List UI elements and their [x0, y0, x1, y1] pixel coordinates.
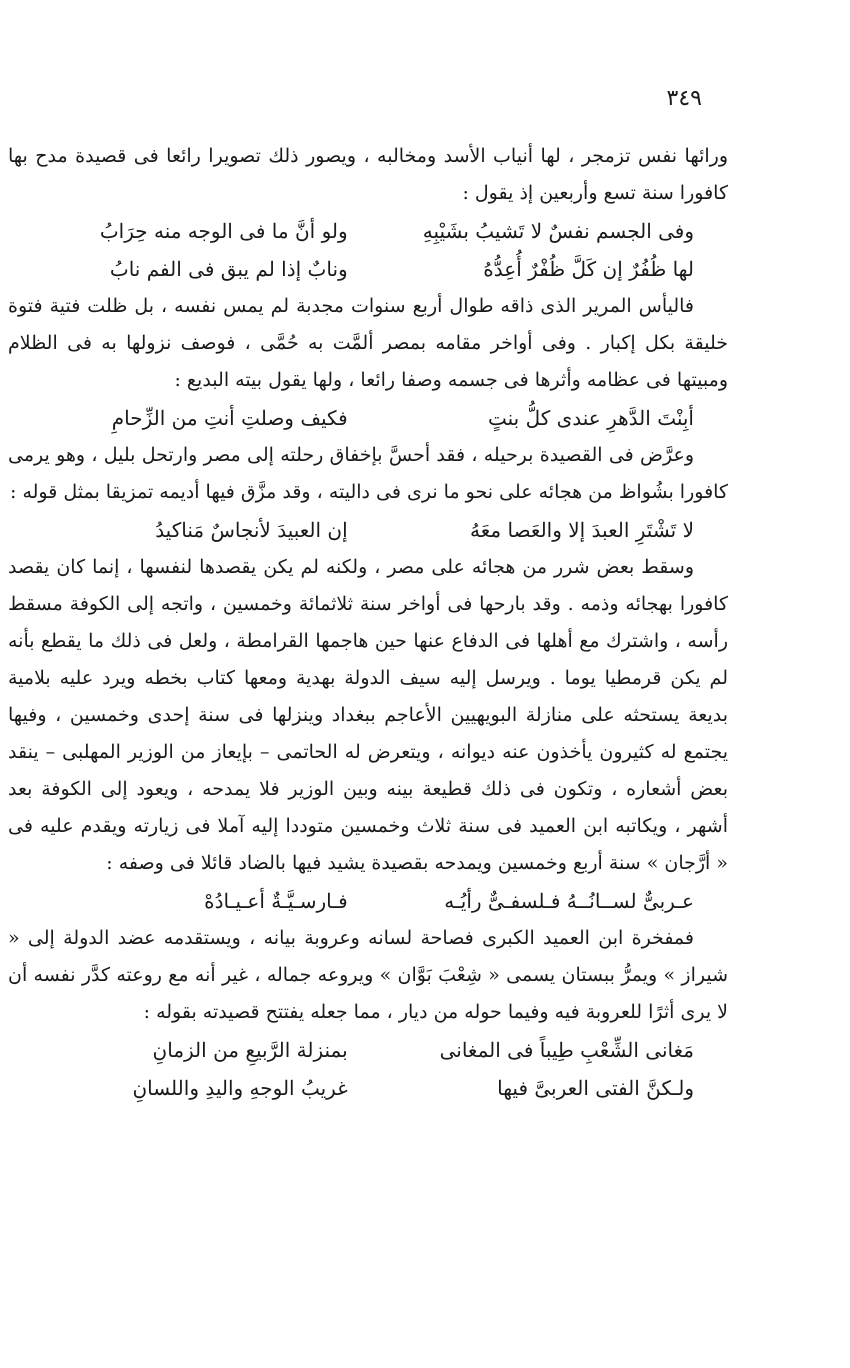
verse-first-hemistich: أبِنْتَ الدَّهرِ عندى كلُّ بنتٍ — [488, 406, 694, 430]
verse-second-hemistich: بمنزلة الرَّبيعِ من الزمانِ — [152, 1038, 348, 1062]
paragraph: فمفخرة ابن العميد الكبرى فصاحة لسانه وعروبة بيانه ، ويستقدمه عضد الدولة إلى « شيراز » ويمرُّ ببستان يسمى « شِعْبَ بَوَّان » ويروعه جماله ، غير أنه مع روعته كدَّر نفسه أن لا يرى أثرًا للعروبة فيه وفيما حوله من ديار ، مما جعله يفتتح قصيدته بقوله : — [8, 927, 728, 1023]
paragraph: ورائها نفس تزمجر ، لها أنياب الأسد ومخالبه ، ويصور ذلك تصويرا رائعا فى قصيدة مدح بها كافورا سنة تسع وأربعين إذ يقول : — [8, 145, 728, 204]
paragraph: فاليأس المرير الذى ذاقه طوال أربع سنوات مجدبة لم يمس نفسه ، بل ظلت فتية فتوة خليقة بكل إكبار . وفى أواخر مقامه بمصر ألمَّت به حُمَّى ، فوصف نزولها به فى الظلام ومبيتها فى عظامه وأثرها فى جسمه وصفا رائعا ، ولها يقول بيته البديع : — [8, 295, 728, 391]
verse-line — [8, 399, 728, 437]
verse-line — [8, 1031, 728, 1069]
verse-first-hemistich: لا تَشْتَرِ العبدَ إلا والعَصا معَهُ — [470, 518, 694, 542]
verse-second-hemistich: ونابٌ إذا لم يبق فى الفم نابُ — [109, 257, 348, 281]
verse-line — [8, 511, 728, 549]
verse-second-hemistich: غريبُ الوجهِ واليدِ واللسانِ — [132, 1076, 348, 1100]
verse-line — [8, 212, 728, 250]
verse-second-hemistich: فـارسـيَّـةٌ أعـيـادُهْ — [204, 889, 348, 913]
verse-line — [8, 882, 728, 920]
verse-first-hemistich: لها ظُفُرٌ إن كَلَّ ظُفْرٌ أُعِدُّهُ — [483, 257, 694, 281]
verse-first-hemistich: ولـكنَّ الفتى العربىَّ فيها — [497, 1076, 694, 1100]
verse-first-hemistich: عـربىٌّ لســانُــهُ فـلسفـىٌّ رأيُـه — [444, 889, 694, 913]
paragraph: وسقط بعض شرر من هجائه على مصر ، ولكنه لم يكن يقصدها لنفسها ، إنما كان يقصد كافورا بهجائه وذمه . وقد بارحها فى أواخر سنة ثلاثمائة وخمسين ، واتجه إلى الكوفة مسقط رأسه ، واشترك مع أهلها فى الدفاع عنها حين هاجمها القرامطة ، ولعل فى ذلك ما يقطع بأنه لم يكن قرمطيا يوما . ويرسل إليه سيف الدولة بهدية ومعها كتاب بخطه ويرد عليه بلامية بديعة يستحثه على منازلة البويهيين الأعاجم ببغداد وينزلها فى سنة إحدى وخمسين ، وفيها يجتمع له كثيرون يأخذون عنه ديوانه ، ويتعرض له الحاتمى – بإيعاز من الوزير المهلبى – ينقد بعض أشعاره ، وتكون فى ذلك قطيعة بينه وبين الوزير فلا يمدحه ، ويعود إلى الكوفة بعد أشهر ، ويكاتبه ابن العميد فى سنة ثلاث وخمسين متوددا إليه آملا فى زيارته ويقدم عليه فى « أرَّجان » سنة أربع وخمسين ويمدحه بقصيدة يشيد فيها بالضاد قائلا فى وصفه : — [8, 556, 729, 874]
verse-second-hemistich: إن العبيدَ لأنجاسٌ مَناكيدُ — [155, 518, 348, 542]
verse-line — [8, 1069, 728, 1107]
verse-line — [8, 250, 728, 288]
verse-first-hemistich: مَغانى الشِّعْبِ طِيباً فى المغانى — [439, 1038, 694, 1062]
verse-first-hemistich: وفى الجسم نفسٌ لا تَشيبُ بشَيْبِهِ — [422, 219, 694, 243]
paragraph: وعرَّض فى القصيدة برحيله ، فقد أحسَّ بإخفاق رحلته إلى مصر وارتحل بليل ، وهو يرمى كافورا بشُواظ من هجائه على نحو ما نرى فى داليته ، وقد مزَّق فيها أديمه تمزيقا بمثل قوله : — [8, 444, 728, 503]
verse-second-hemistich: فكيف وصلتِ أنتِ من الزِّحامِ — [111, 406, 348, 430]
page-number: ٣٤٩ — [666, 86, 702, 111]
page-text — [8, 138, 728, 1107]
verse-second-hemistich: ولو أنَّ ما فى الوجه منه حِرَابُ — [99, 219, 348, 243]
